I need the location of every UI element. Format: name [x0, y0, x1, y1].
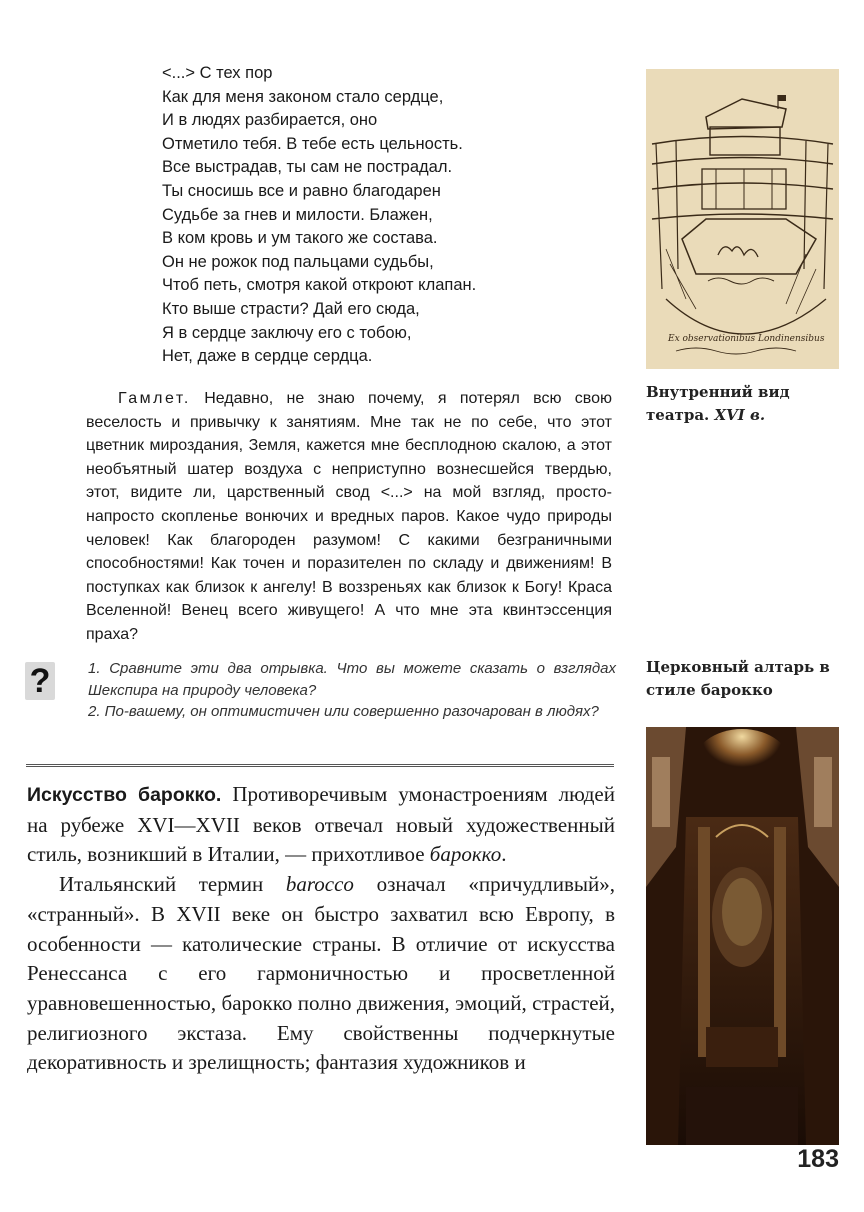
poem-line: Кто выше страсти? Дай его сюда, [162, 299, 420, 318]
poem-line: Все выстрадав, ты сам не пострадал. [162, 158, 453, 177]
paragraph: Итальянский термин barocco означал «причудливый», «странный». В XVII веке он быстро захватил всю Европу, в особенности — католические страны. В отличие от искусства Ренессанса с его гармоничностью и просветленной уравновешенностью, барокко полно движения, эмоций, страстей, религиозного экстаза. Ему свойственны подчеркнутые декоративность и зрелищность; фантазия художников и [27, 872, 615, 1075]
poem-line: Судьбе за гнев и милости. Блажен, [162, 205, 433, 224]
section-divider [26, 764, 614, 767]
poem-line: <...> С тех пор [162, 64, 273, 82]
poem-line: И в людях разбирается, оно [162, 111, 378, 130]
theatre-sketch-drawing [646, 69, 839, 369]
poem-line: Ты сносишь все и равно благодарен [162, 181, 441, 200]
sketch-inscription: Ex observationibus Londinensibus [668, 334, 825, 344]
poem-excerpt [162, 62, 582, 369]
section-heading: Искусство барокко. [27, 784, 222, 806]
baroque-section [27, 780, 615, 1078]
poem-line: Отметило тебя. В тебе есть цельность. [162, 134, 463, 153]
poem-line: Я в сердце заключу его с тобою, [162, 323, 412, 342]
figure-caption: Внутренний вид театра. XVI в. [646, 383, 790, 424]
question-item: 2. По-вашему, он оптимистичен или совершенно разочарован в людях? [88, 703, 599, 720]
poem-line: Как для меня законом стало сердце, [162, 87, 444, 106]
speaker-name: Гамлет. [118, 390, 191, 407]
baroque-altar-photo [646, 727, 839, 1145]
page-number: 183 [797, 1145, 839, 1173]
question-item: 1. Сравните эти два отрывка. Что вы можете сказать о взглядах Шекспира на природу человека? [88, 660, 616, 699]
poem-line: Нет, даже в сердце сердца. [162, 347, 373, 366]
altar-photo-drawing [646, 727, 839, 1145]
theatre-sketch-image [646, 69, 839, 369]
poem-line: В ком кровь и ум такого же состава. [162, 229, 438, 248]
poem-line: Он не рожок под пальцами судьбы, [162, 252, 434, 271]
paragraph: Искусство барокко. Противоречивым умонастроениям людей на рубеже XVI—XVII веков отвечал новый художественный стиль, возникший в Италии, — прихотливое барокко. [27, 782, 615, 867]
questions-block [88, 658, 616, 723]
monologue-text: Недавно, не знаю почему, я потерял всю свою веселость и привычку к занятиям. Мне так не по себе, что этот цветник мироздания, Земля, кажется мне бесплодною скалою, а этот необъятный шатер воздуха с неприступно вознесшейся твердью, этот, видите ли, царственный свод <...> на мой взгляд, просто-напросто скопленье вонючих и вредных паров. Какое чудо природы человек! Как благороден разумом! С какими безграничными способностями! Как точен и поразителен по складу и движениям! В поступках как близок к ангелу! В воззреньях как близок к Богу! Краса Вселенной! Венец всего живущего! А что мне эта квинтэссенция праха? [86, 390, 612, 643]
hamlet-monologue [86, 387, 612, 647]
poem-line: Чтоб петь, смотря какой откроют клапан. [162, 276, 477, 295]
question-icon: ? [25, 662, 55, 700]
figure-caption: Церковный алтарь в стиле барокко [646, 658, 830, 699]
